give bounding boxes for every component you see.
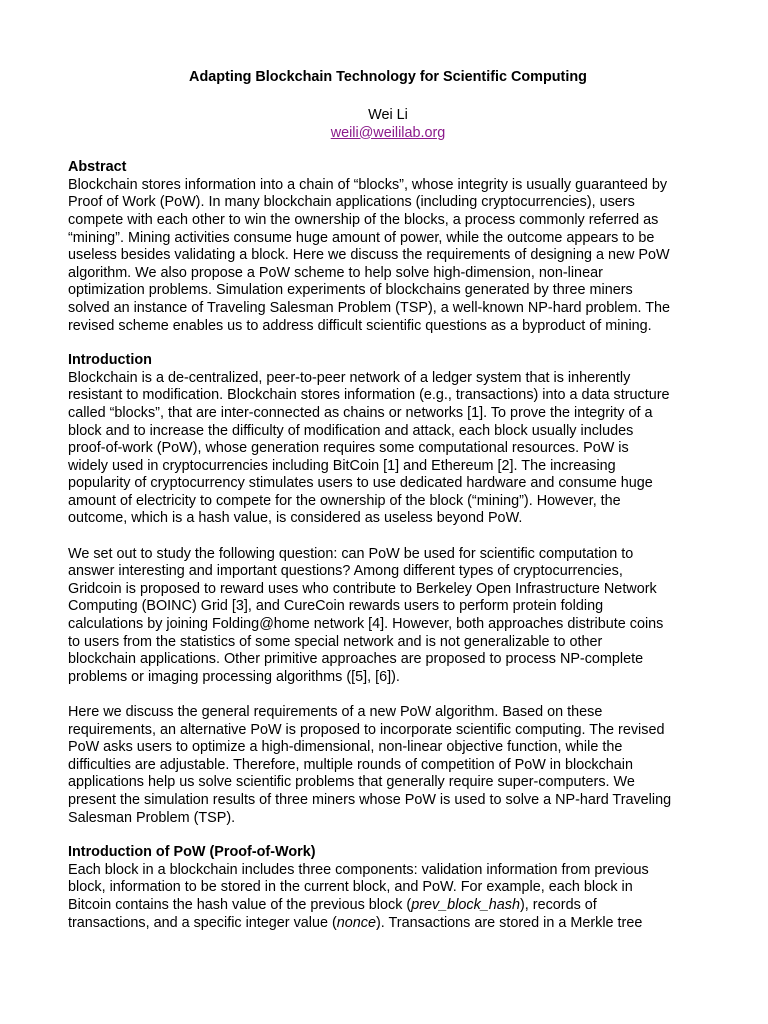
- pow-paragraph-1: [68, 862, 708, 932]
- intro-line: Salesman Problem (TSP).: [68, 809, 236, 826]
- abstract-section: [68, 159, 708, 335]
- nonce-term: nonce: [336, 914, 376, 931]
- prev-block-hash-term: prev_block_hash: [411, 896, 520, 913]
- intro-line: PoW asks users to optimize a high-dimensional, non-linear objective function, while the: [68, 739, 623, 756]
- abstract-line: revised scheme enables us to address difficult scientific questions as a byproduct of mining.: [68, 317, 652, 334]
- paper-page: [68, 69, 708, 932]
- author-email-link[interactable]: weili@weililab.org: [330, 124, 446, 141]
- abstract-line: “mining”. Mining activities consume huge amount of power, while the outcome appears to be: [68, 229, 655, 246]
- pow-text: transactions, and a specific integer value (: [68, 914, 337, 931]
- abstract-line: compete with each other to win the ownership of the blocks, a process commonly referred as: [68, 211, 659, 228]
- abstract-line: solved an instance of Traveling Salesman Problem (TSP), a well-known NP-hard problem. The: [68, 299, 671, 316]
- abstract-line: useless besides validating a block. Here we discuss the requirements of designing a new PoW: [68, 247, 670, 264]
- intro-line: proof-of-work (PoW), whose generation requires some computational resources. PoW is: [68, 440, 629, 457]
- pow-text: ), records of: [520, 896, 597, 913]
- abstract-line: Blockchain stores information into a chain of “blocks”, whose integrity is usually guaranteed by: [68, 176, 668, 193]
- abstract-line: optimization problems. Simulation experiments of blockchains generated by three miners: [68, 282, 633, 299]
- intro-line: amount of electricity to compete for the ownership of the block (“mining”). However, the: [68, 492, 621, 509]
- intro-line: problems or imaging processing algorithms ([5], [6]).: [68, 668, 400, 685]
- intro-line: blockchain applications. Other primitive approaches are proposed to process NP-complete: [68, 651, 644, 668]
- abstract-line: algorithm. We also propose a PoW scheme to help solve high-dimension, non-linear: [68, 264, 603, 281]
- pow-text: Bitcoin contains the hash value of the previous block (: [68, 896, 412, 913]
- intro-line: requirements, an alternative PoW is proposed to incorporate scientific computing. The revised: [68, 721, 665, 738]
- abstract-line: Proof of Work (PoW). In many blockchain applications (including cryptocurrencies), users: [68, 194, 635, 211]
- abstract-text: [68, 177, 708, 335]
- intro-line: outcome, which is a hash value, is considered as useless beyond PoW.: [68, 510, 523, 527]
- intro-line: called “blocks”, that are inter-connected as chains or networks [1]. To prove the integrity of a: [68, 404, 653, 421]
- introduction-paragraph-3: [68, 704, 708, 827]
- pow-heading: Introduction of PoW (Proof-of-Work): [68, 844, 316, 861]
- intro-line: calculations by joining Folding@home network [4]. However, both approaches distribute coins: [68, 616, 664, 633]
- author-email: [68, 125, 708, 143]
- intro-line: Here we discuss the general requirements of a new PoW algorithm. Based on these: [68, 704, 603, 720]
- intro-line: Computing (BOINC) Grid [3], and CureCoin rewards users to perform protein folding: [68, 598, 604, 615]
- intro-line: Gridcoin is proposed to reward uses who contribute to Berkeley Open Infrastructure Network: [68, 580, 657, 597]
- intro-line: present the simulation results of three miners whose PoW is used to solve a NP-hard Traveling: [68, 791, 672, 808]
- intro-line: widely used in cryptocurrencies including BitCoin [1] and Ethereum [2]. The increasing: [68, 457, 616, 474]
- introduction-paragraph-1: [68, 370, 708, 528]
- pow-line: [68, 897, 708, 915]
- intro-line: popularity of cryptocurrency stimulates users to use dedicated hardware and consume huge: [68, 475, 653, 492]
- intro-line: difficulties are adjustable. Therefore, multiple rounds of competition of PoW in blockchain: [68, 756, 634, 773]
- intro-line: block and to increase the difficulty of modification and attack, each block usually includes: [68, 422, 634, 439]
- introduction-heading: Introduction: [68, 352, 152, 369]
- pow-line: Each block in a blockchain includes three components: validation information from previous: [68, 861, 649, 878]
- intro-line: We set out to study the following question: can PoW be used for scientific computation to: [68, 545, 634, 562]
- introduction-section: [68, 352, 708, 827]
- pow-section: [68, 844, 708, 932]
- abstract-heading: Abstract: [68, 159, 127, 176]
- intro-line: to users from the statistics of some special network and is not generalizable to other: [68, 633, 603, 650]
- intro-line: Blockchain is a de-centralized, peer-to-peer network of a ledger system that is inherently: [68, 369, 631, 386]
- intro-line: answer interesting and important questions? Among different types of cryptocurrencies,: [68, 563, 623, 580]
- intro-line: resistant to modification. Blockchain stores information (e.g., transactions) into a data structure: [68, 387, 670, 404]
- author-name: Wei Li: [368, 107, 408, 123]
- introduction-paragraph-2: [68, 546, 708, 687]
- pow-line: [68, 915, 708, 933]
- pow-line: block, information to be stored in the current block, and PoW. For example, each block in: [68, 879, 633, 896]
- paper-title: Adapting Blockchain Technology for Scientific Computing: [189, 69, 587, 85]
- intro-line: applications help us solve scientific problems that generally require super-computers. We: [68, 774, 635, 791]
- pow-text: ). Transactions are stored in a Merkle tree: [376, 914, 643, 931]
